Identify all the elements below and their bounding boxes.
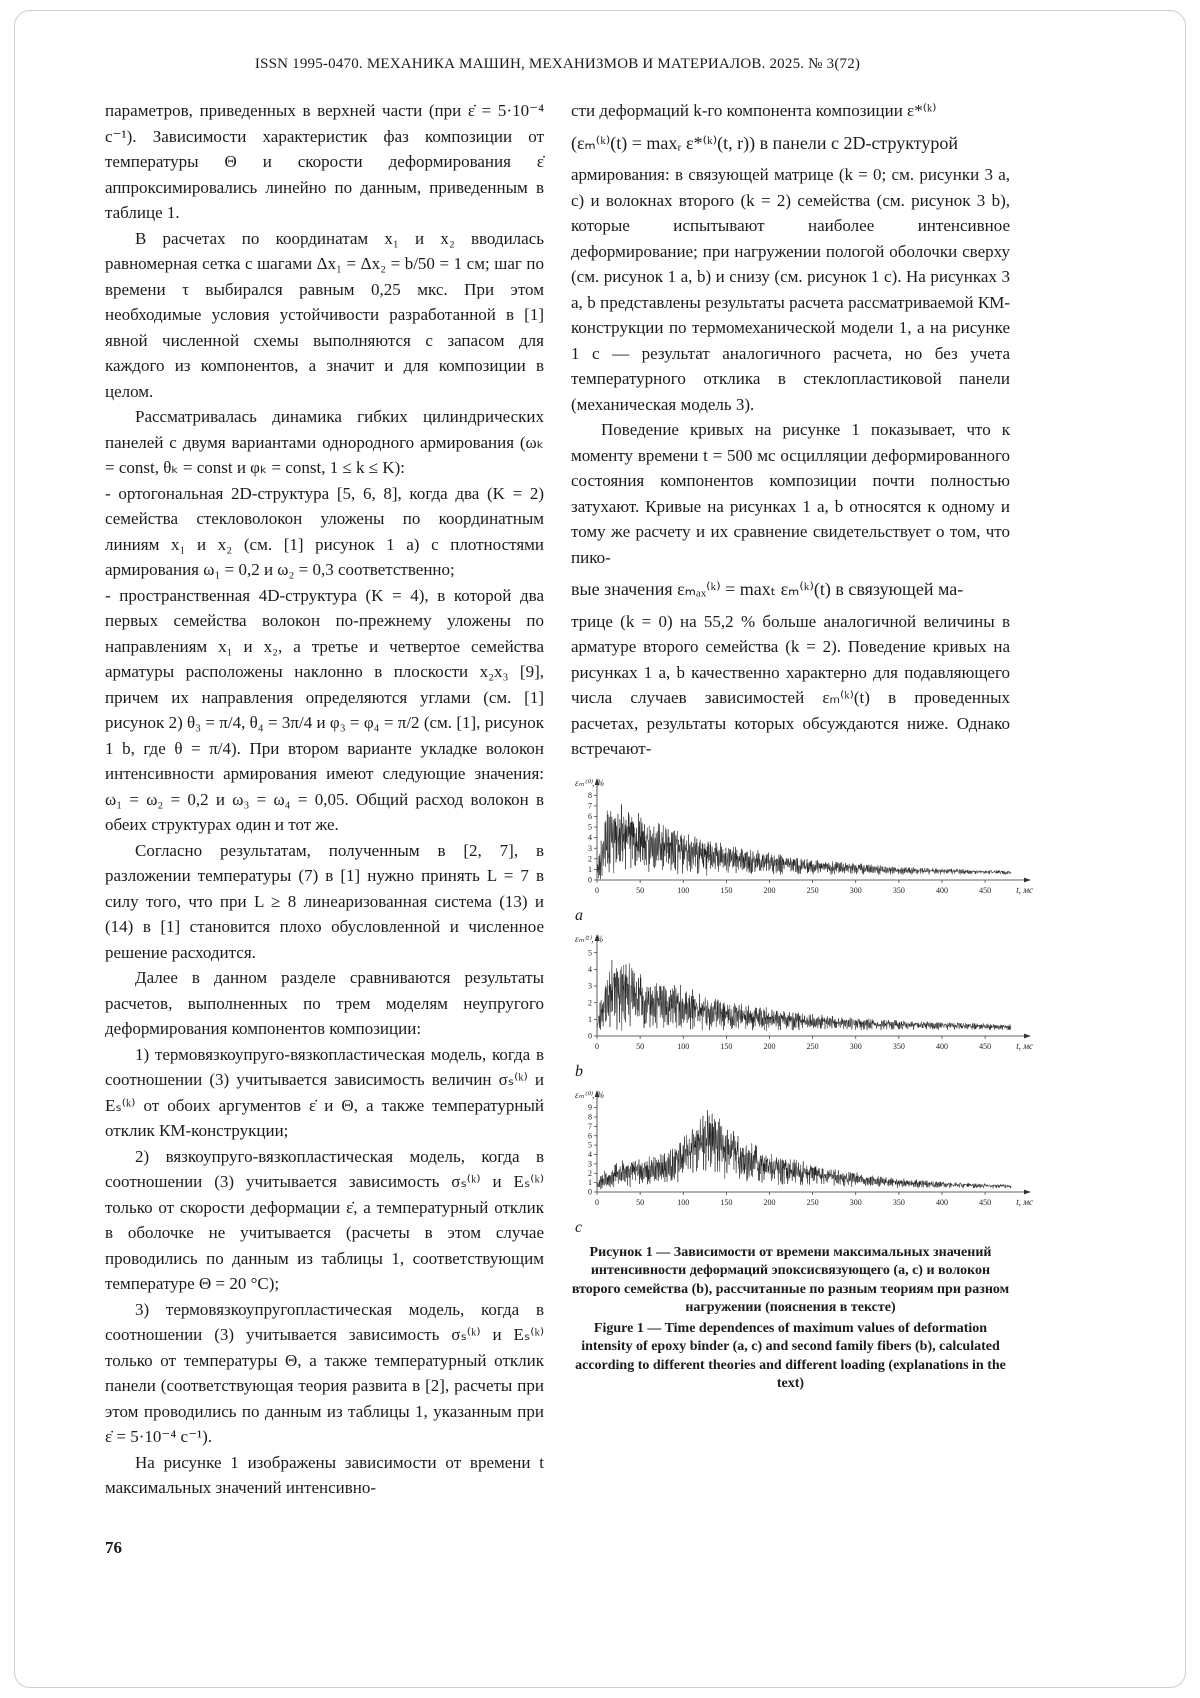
paragraph: трице (k = 0) на 55,2 % больше аналогичной величины в арматуре второго семейства (k = 2). Поведение кривых на рисунках 1 а, b качественно характерно для подавляющего числа случаев зависимостей εₘ⁽ᵏ⁾(t) в проведенных расчетах, результаты которых обсуждаются ниже. Однако встречают- — [571, 611, 1010, 759]
svg-text:εₘ⁽⁰⁾, %: εₘ⁽⁰⁾, % — [575, 777, 605, 788]
svg-text:9: 9 — [588, 1102, 592, 1112]
svg-text:t, мс: t, мс — [1016, 1040, 1033, 1051]
paragraph: - пространственная 4D-структура (K = 4), в которой два первых семейства волокон по-прежнему уложены по направлениям x₁ и x₂, а третье и четвертое семейства арматуры расположены наклонно в плоскости x₂x₃ [9], причем их направления определяются углами (см. [1] рисунок 2) θ₃ = π/4, θ₄ = 3π/4 и φ₃ = φ₄ = π/2 (см. [1], рисунок 1 b, где θ = π/4). При втором варианте укладке волокон интенсивности армирования имеют следующие значения: ω₁ = ω₂ = 0,2 и ω₃ = ω₄ = 0,05. Общий расход волокон в обеих структурах один и тот же. — [105, 585, 544, 834]
journal-header: ISSN 1995-0470. МЕХАНИКА МАШИН, МЕХАНИЗМОВ И МАТЕРИАЛОВ. 2025. № 3(72) — [254, 56, 861, 72]
paragraph: параметров, приведенных в верхней части (при ε̇ = 5·10⁻⁴ с⁻¹). Зависимости характеристик фаз композиции от температуры Θ и скорости деформирования ε̇ аппроксимировались линейно по данным, приведенным в таблице 1. — [105, 101, 544, 222]
svg-text:2: 2 — [588, 1168, 592, 1178]
svg-text:1: 1 — [588, 1014, 592, 1024]
svg-text:8: 8 — [588, 790, 592, 800]
svg-text:150: 150 — [720, 885, 733, 895]
svg-text:50: 50 — [636, 885, 645, 895]
svg-text:0: 0 — [588, 1031, 592, 1041]
svg-text:450: 450 — [979, 1041, 992, 1051]
svg-text:0: 0 — [595, 885, 599, 895]
paragraph: Рассматривалась динамика гибких цилиндрических панелей с двумя вариантами однородного армирования (ωₖ = const, θₖ = const и φₖ = const, 1 ≤ k ≤ K): — [105, 407, 544, 477]
svg-text:5: 5 — [588, 947, 592, 957]
svg-text:300: 300 — [849, 1041, 862, 1051]
svg-text:200: 200 — [763, 1041, 776, 1051]
paragraph: вые значения εₘₐₓ⁽ᵏ⁾ = maxₜ εₘ⁽ᵏ⁾(t) в связующей ма- — [571, 579, 964, 600]
paragraph: На рисунке 1 изображены зависимости от времени t максимальных значений интенсивно- — [105, 1452, 544, 1497]
svg-text:6: 6 — [588, 1131, 592, 1141]
svg-text:450: 450 — [979, 1197, 992, 1207]
paragraph: В расчетах по координатам x₁ и x₂ вводилась равномерная сетка с шагами Δx₁ = Δx₂ = b/50 = 1 см; шаг по времени τ выбирался равным 0,25 мкс. При этом необходимые условия устойчивости разработанной в [1] явной численной схемы выполняются с запасом для каждого из компонентов, а значит и для композиции в целом. — [105, 228, 544, 401]
chart-panel-a — [571, 776, 1041, 908]
svg-text:7: 7 — [588, 1121, 592, 1131]
svg-text:50: 50 — [636, 1197, 645, 1207]
svg-text:4: 4 — [588, 832, 592, 842]
right-column — [571, 98, 1033, 1501]
svg-text:0: 0 — [588, 875, 592, 885]
svg-text:300: 300 — [849, 885, 862, 895]
svg-text:400: 400 — [936, 1197, 948, 1207]
paragraph: 1) термовязкоупруго-вязкопластическая модель, когда в соотношении (3) учитывается зависимость величин σₛ⁽ᵏ⁾ и Eₛ⁽ᵏ⁾ от обоих аргументов ε̇ и Θ, а также температурный отклик КМ-конструкции; — [105, 1044, 544, 1140]
svg-text:100: 100 — [677, 1197, 690, 1207]
svg-text:t, мс: t, мс — [1016, 1196, 1033, 1207]
svg-text:2: 2 — [588, 854, 592, 864]
chart-panel-b — [571, 932, 1041, 1064]
svg-text:4: 4 — [588, 1149, 592, 1159]
paragraph: сти деформаций k-го компонента композиции ε*⁽ᵏ⁾ — [571, 101, 937, 120]
svg-text:150: 150 — [720, 1197, 733, 1207]
svg-text:100: 100 — [677, 885, 690, 895]
svg-text:250: 250 — [806, 1041, 819, 1051]
svg-text:250: 250 — [806, 885, 819, 895]
two-column-body — [105, 98, 1033, 1501]
svg-text:0: 0 — [595, 1197, 599, 1207]
svg-text:350: 350 — [892, 1197, 905, 1207]
paragraph: Поведение кривых на рисунке 1 показывает, что к моменту времени t = 500 мс осцилляции деформированного состояния компонентов композиции почти полностью затухают. Кривые на рисунках 1 а, b относятся к одному и тому же расчету и их сравнение свидетельствует о том, что пико- — [571, 420, 1010, 567]
svg-text:250: 250 — [806, 1197, 819, 1207]
paragraph: (εₘ⁽ᵏ⁾(t) = maxᵣ ε*⁽ᵏ⁾(t, r)) в панели с 2D-структурой — [571, 132, 959, 153]
svg-text:150: 150 — [720, 1041, 733, 1051]
svg-text:4: 4 — [588, 964, 592, 974]
svg-text:100: 100 — [677, 1041, 690, 1051]
page-number: 76 — [105, 1538, 122, 1557]
svg-text:3: 3 — [588, 981, 592, 991]
svg-text:2: 2 — [588, 997, 592, 1007]
svg-text:50: 50 — [636, 1041, 645, 1051]
svg-text:7: 7 — [588, 801, 592, 811]
chart-panel-c — [571, 1088, 1041, 1220]
paragraph: Далее в данном разделе сравниваются результаты расчетов, выполненных по трем моделям неупругого деформирования компонентов композиции: — [105, 968, 544, 1038]
svg-text:1: 1 — [588, 864, 592, 874]
svg-text:300: 300 — [849, 1197, 862, 1207]
svg-text:350: 350 — [892, 885, 905, 895]
right-column-text — [571, 98, 1010, 762]
panel-label-b: b — [575, 1062, 583, 1080]
svg-text:350: 350 — [892, 1041, 905, 1051]
svg-text:0: 0 — [595, 1041, 599, 1051]
svg-text:εₘ⁽⁰⁾, %: εₘ⁽⁰⁾, % — [575, 1089, 605, 1100]
svg-text:0: 0 — [588, 1187, 592, 1197]
figure-caption-ru: Рисунок 1 — Зависимости от времени максимальных значений интенсивности деформаций эпоксисвязующего (a, c) и волокон второго семейства (b), рассчитанные по разным теориям при разном нагружении (пояснения в тексте) — [571, 1244, 1010, 1316]
svg-text:8: 8 — [588, 1112, 592, 1122]
panel-label-a: a — [575, 906, 583, 924]
svg-text:200: 200 — [763, 1197, 776, 1207]
figure-1 — [571, 776, 1033, 1394]
svg-text:400: 400 — [936, 1041, 948, 1051]
left-column — [105, 98, 544, 1501]
svg-text:5: 5 — [588, 1140, 592, 1150]
panel-label-c: c — [575, 1218, 583, 1236]
paragraph: Согласно результатам, полученным в [2, 7], в разложении температуры (7) в [1] нужно принять L = 7 в силу того, что при L ≥ 8 линеаризованная система (13) и (14) в [1] становится плохо обусловленной и численное решение расходится. — [105, 840, 544, 962]
svg-text:400: 400 — [936, 885, 948, 895]
svg-text:εₘ⁽²⁾, %: εₘ⁽²⁾, % — [575, 933, 604, 944]
paragraph: армирования: в связующей матрице (k = 0; см. рисунки 3 а, с) и волокнах второго (k = 2) семейства (см. рисунок 3 b), которые испытывают наиболее интенсивное деформирование; при нагружении пологой оболочки сверху (см. рисунок 1 а, b) и снизу (см. рисунок 1 с). На рисунках 3 а, b представлены результаты расчета рассматриваемой КМ-конструкции по термомеханической модели 1, а на рисунке 1 с — результат аналогичного расчета, но без учета температурного отклика в стеклопластиковой панели (механическая модель 3). — [571, 165, 1010, 414]
svg-text:6: 6 — [588, 811, 592, 821]
paragraph: - ортогональная 2D-структура [5, 6, 8], когда два (K = 2) семейства стекловолокон уложены по координатным линиям x₁ и x₂ (см. [1] рисунок 1 а) с плотностями армирования ω₁ = 0,2 и ω₂ = 0,3 соответственно; — [105, 483, 544, 579]
svg-text:5: 5 — [588, 822, 592, 832]
svg-text:450: 450 — [979, 885, 992, 895]
svg-text:3: 3 — [588, 1159, 592, 1169]
paragraph: 3) термовязкоупругопластическая модель, когда в соотношении (3) учитывается зависимость σₛ⁽ᵏ⁾ и Eₛ⁽ᵏ⁾ только от температуры Θ, а также температурный отклик панели (соответствующая теория развита в [2], расчеты при этом проводились по данным из таблицы 1, указанным при ε̇ = 5·10⁻⁴ с⁻¹). — [105, 1299, 544, 1446]
svg-text:3: 3 — [588, 843, 592, 853]
svg-text:1: 1 — [588, 1177, 592, 1187]
figure-caption-en: Figure 1 — Time dependences of maximum values of deformation intensity of epoxy binder (a, c) and second family fibers (b), calculated according to different theories and different loading (explanations in the text) — [575, 1320, 1006, 1391]
svg-text:200: 200 — [763, 885, 776, 895]
svg-text:t, мс: t, мс — [1016, 884, 1033, 895]
paragraph: 2) вязкоупруго-вязкопластическая модель, когда в соотношении (3) учитывается зависимость σₛ⁽ᵏ⁾ и Eₛ⁽ᵏ⁾ только от скорости деформации ε̇, а температурный отклик в оболочке не учитывается (расчеты в этом случае проводились по данным из таблицы 1, соответствующим температуре Θ = 20 °C); — [105, 1146, 544, 1293]
